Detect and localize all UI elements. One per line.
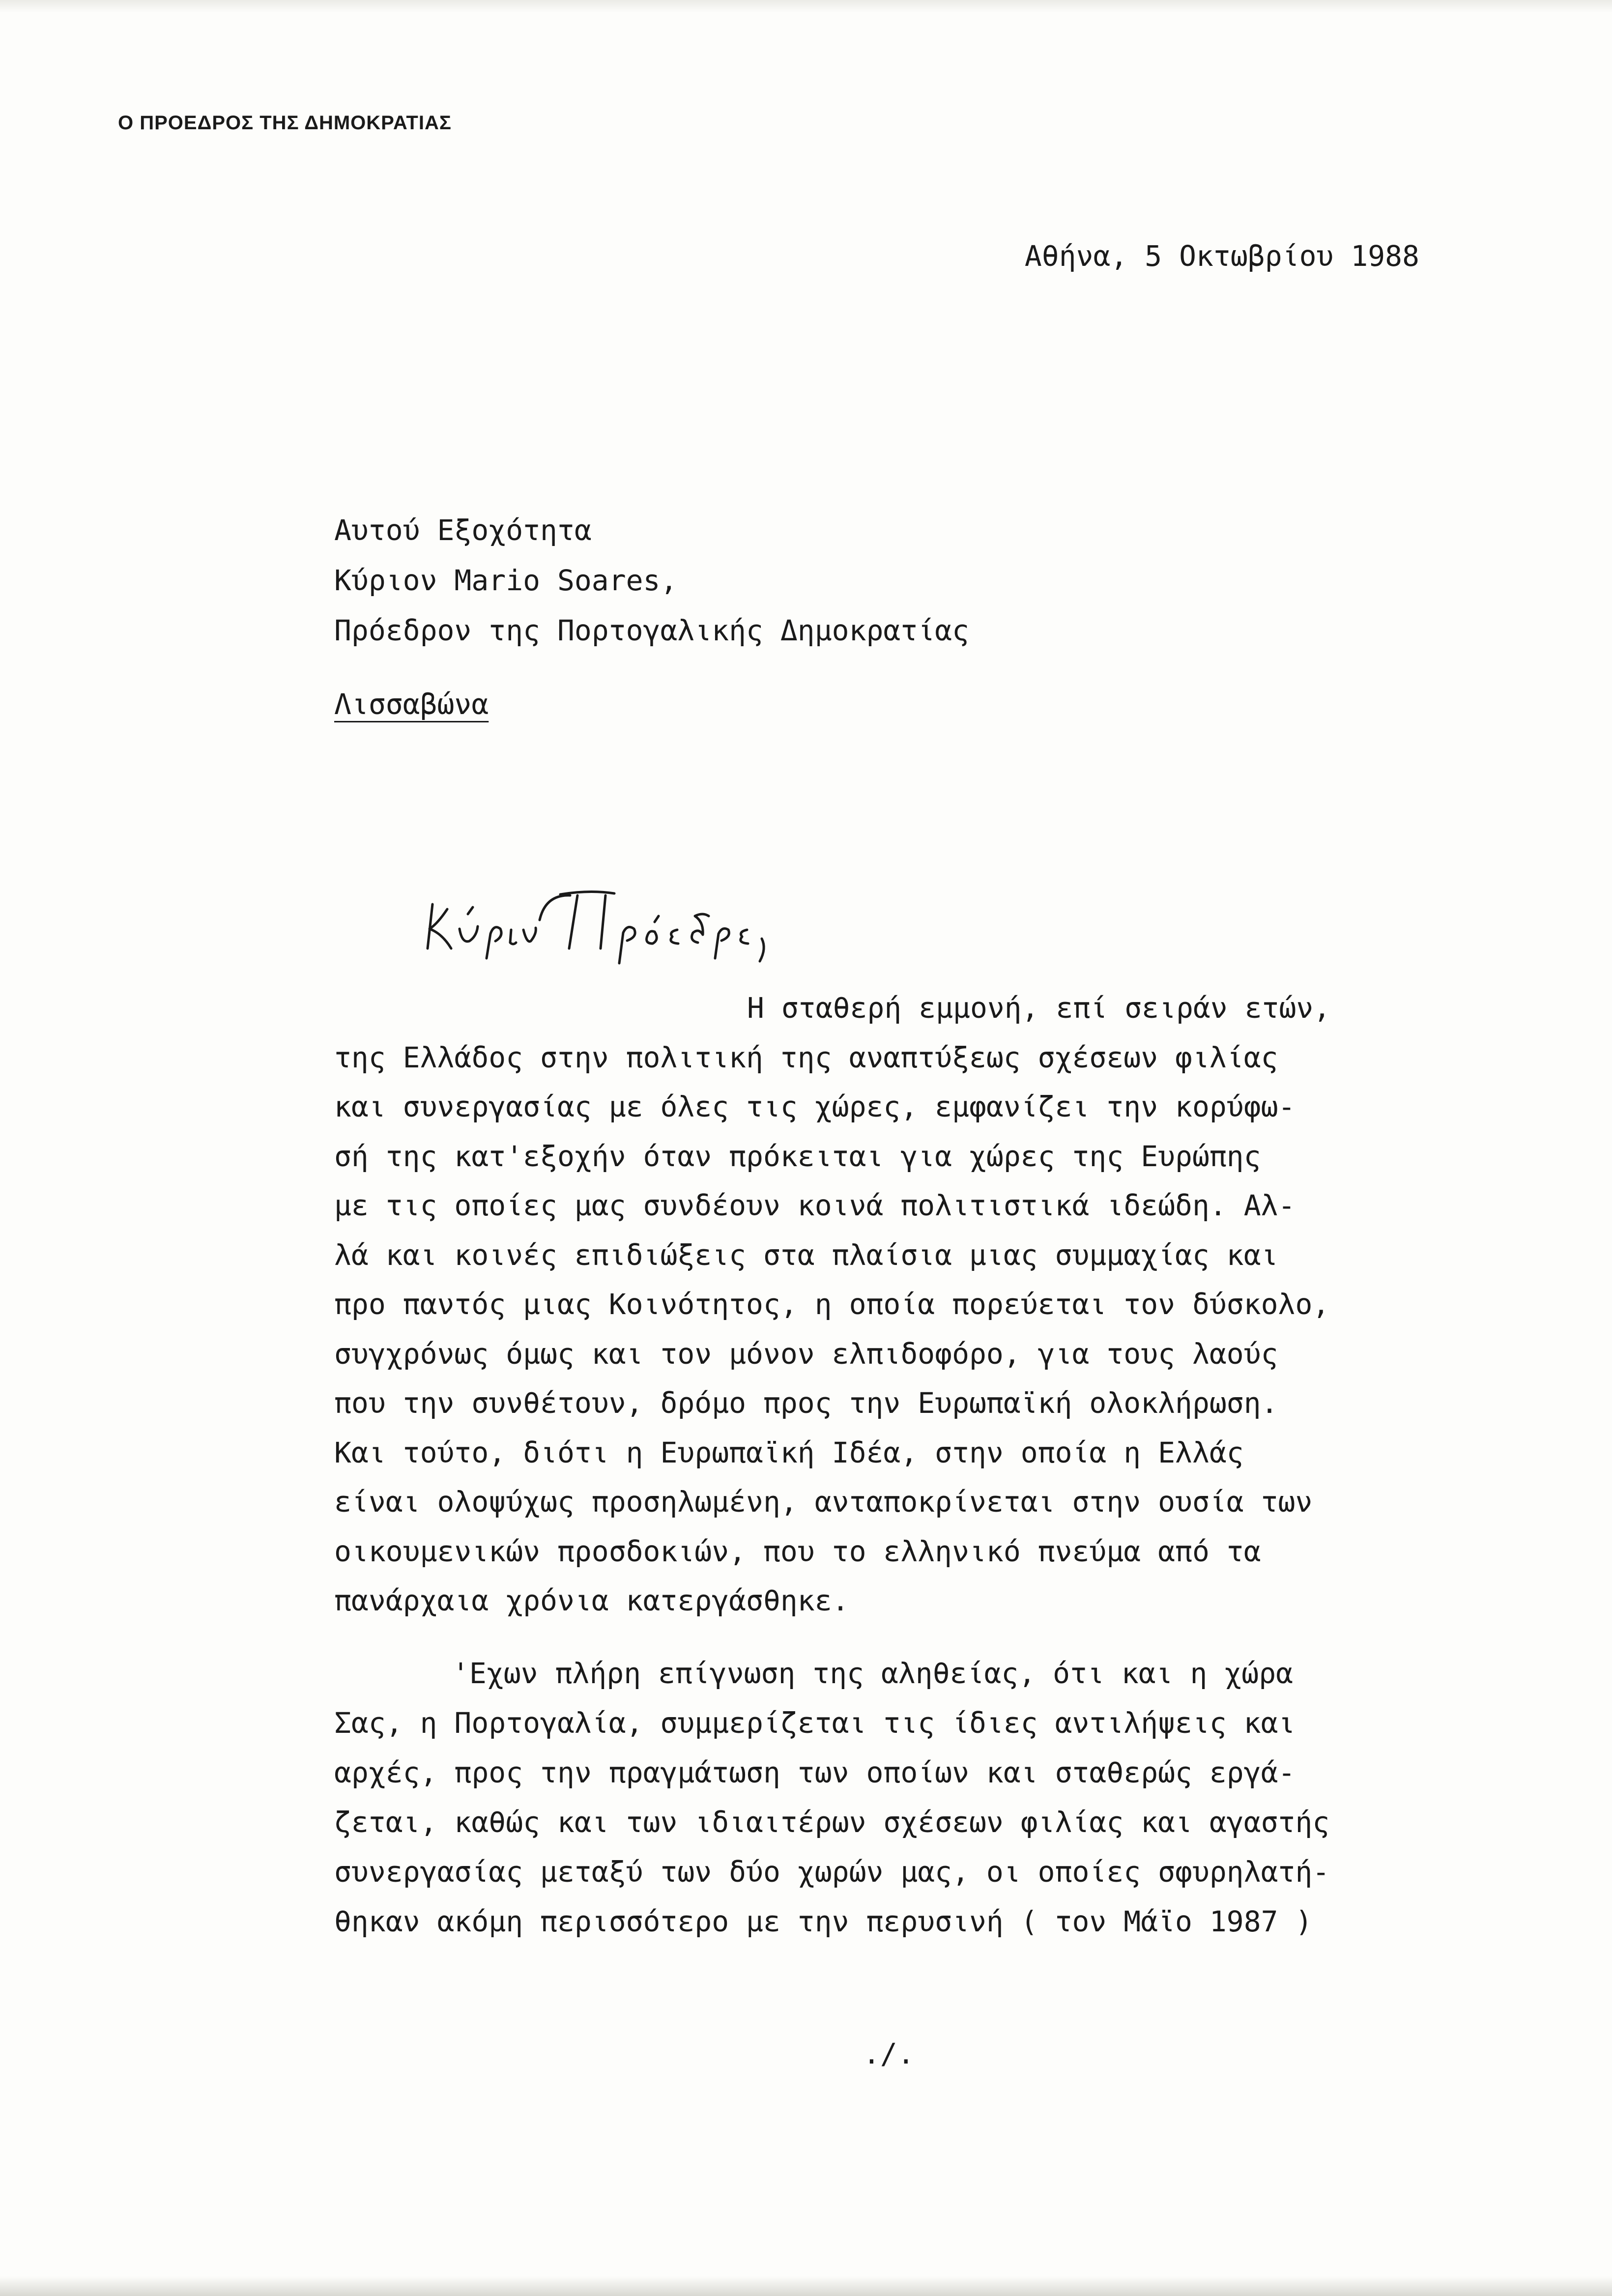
paragraph-1 — [334, 983, 1330, 1625]
paragraph-1-line: που την συνθέτουν, δρόμο προς την Ευρωπαϊκή ολοκλήρωση. — [334, 1386, 1278, 1420]
paragraph-1-line: πανάρχαια χρόνια κατεργάσθηκε. — [334, 1584, 849, 1617]
scan-edge-bottom — [0, 2276, 1612, 2296]
paragraph-1-line: είναι ολοψύχως προσηλωμένη, ανταποκρίνεται στην ουσία των — [334, 1485, 1313, 1519]
addressee-line-2: Κύριον Mario Soares, — [334, 564, 678, 597]
addressee-line-1: Αυτού Εξοχότητα — [334, 514, 592, 547]
scan-edge-top — [0, 0, 1612, 13]
addressee-city: Λισσαβώνα — [334, 688, 489, 721]
paragraph-1-line: προ παντός μιας Κοινότητος, η οποία πορεύεται τον δύσκολο, — [334, 1288, 1330, 1321]
paragraph-2-line: Σας, η Πορτογαλία, συμμερίζεται τις ίδιες αντιλήψεις και — [334, 1706, 1295, 1740]
letter-date: Αθήνα, 5 Οκτωβρίου 1988 — [1024, 239, 1419, 273]
paragraph-2-line: 'Εχων πλήρη επίγνωση της αληθείας, ότι και η χώρα — [452, 1657, 1294, 1690]
paragraph-1-line: της Ελλάδος στην πολιτική της αναπτύξεως σχέσεων φιλίας — [334, 1040, 1278, 1074]
paragraph-2 — [334, 1648, 1329, 1946]
paragraph-2-line: αρχές, προς την πραγμάτωση των οποίων και σταθερώς εργά- — [334, 1756, 1295, 1789]
paragraph-1-line: λά και κοινές επιδιώξεις στα πλαίσια μιας συμμαχίας και — [334, 1238, 1278, 1272]
paragraph-1-line: σή της κατ'εξοχήν όταν πρόκειται για χώρες της Ευρώπης — [334, 1139, 1261, 1173]
continuation-mark: ./. — [863, 2037, 915, 2070]
addressee-block — [334, 505, 969, 656]
addressee-line-3: Πρόεδρον της Πορτογαλικής Δημοκρατίας — [334, 614, 970, 647]
paragraph-2-line: θηκαν ακόμη περισσότερο με την περυσινή ( τον Μάϊο 1987 ) — [334, 1905, 1313, 1938]
paragraph-2-line: ζεται, καθώς και των ιδιαιτέρων σχέσεων φιλίας και αγαστής — [334, 1806, 1330, 1839]
paragraph-1-line: Και τούτο, διότι η Ευρωπαϊκή Ιδέα, στην οποία η Ελλάς — [334, 1435, 1244, 1469]
paragraph-1-line: και συνεργασίας με όλες τις χώρες, εμφανίζει την κορύφω- — [334, 1090, 1295, 1123]
paragraph-1-line: με τις οποίες μας συνδέουν κοινά πολιτιστικά ιδεώδη. Αλ- — [334, 1189, 1295, 1222]
handwritten-salutation — [413, 875, 806, 973]
paragraph-1-line: συγχρόνως όμως και τον μόνον ελπιδοφόρο, για τους λαούς — [334, 1337, 1278, 1371]
paragraph-1-line: Η σταθερή εμμονή, επί σειράν ετών, — [747, 991, 1331, 1025]
paragraph-2-line: συνεργασίας μεταξύ των δύο χωρών μας, οι οποίες σφυρηλατή- — [334, 1855, 1330, 1889]
letterhead: Ο ΠΡΟΕΔΡΟΣ ΤΗΣ ΔΗΜΟΚΡΑΤΙΑΣ — [118, 112, 452, 134]
paragraph-1-line: οικουμενικών προσδοκιών, που το ελληνικό πνεύμα από τα — [334, 1534, 1261, 1568]
handwritten-salutation-signature — [413, 875, 806, 973]
